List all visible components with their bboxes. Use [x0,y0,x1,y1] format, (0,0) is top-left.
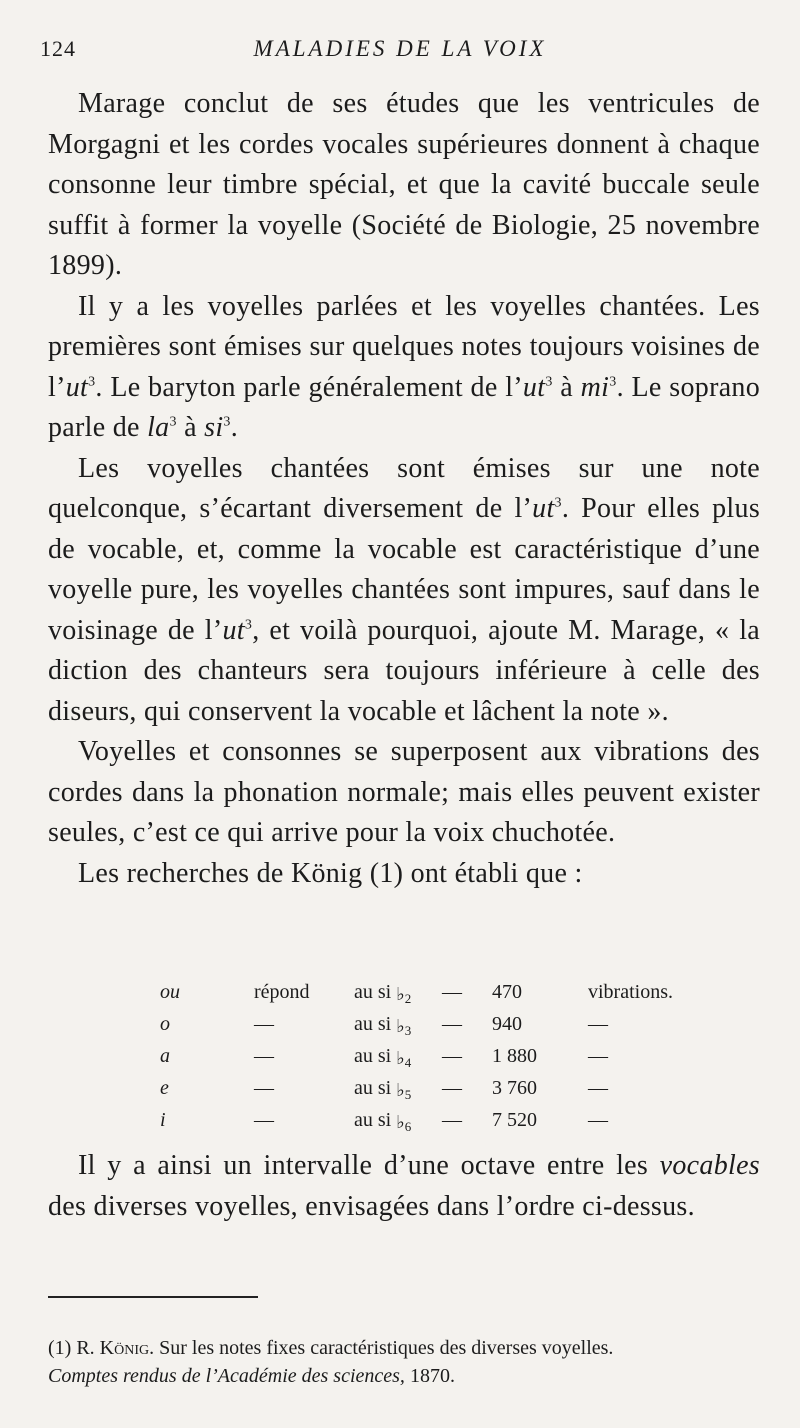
verb-cell: — [254,1109,274,1131]
note-cell: au si $♭_6$ [354,1104,442,1136]
flat-icon: ♭ [396,1016,405,1036]
dash-cell: — [442,1077,462,1099]
note-cell: au si $♭_5$ [354,1072,442,1104]
vowel-cell: e [160,1077,169,1099]
page-header [40,36,760,70]
verb-cell: — [254,1013,274,1035]
footnote-source: Comptes rendus de l’Académie des sciences, [48,1365,405,1387]
dash-cell: — [442,1045,462,1067]
vowel-cell: i [160,1109,166,1131]
dash-cell: — [442,1013,462,1035]
value-cell: 3 760 [492,1077,537,1099]
footnote-year: 1870. [409,1365,455,1387]
paragraph-konig-intro: Les recherches de König (1) ont établi que : [78,857,583,889]
flat-icon: ♭ [396,1080,405,1100]
unit-cell: — [588,1045,608,1067]
table-row [160,1040,708,1072]
vowel-frequency-table [160,976,708,1136]
footnote-author: R. König. [76,1337,155,1359]
table-row [160,1072,708,1104]
unit-cell: vibrations. [588,981,673,1003]
value-cell: 1 880 [492,1045,537,1067]
unit-cell: — [588,1077,608,1099]
table-row [160,976,708,1008]
flat-icon: ♭ [396,984,405,1004]
running-title: MALADIES DE LA VOIX [253,36,547,61]
body-text [48,84,760,894]
paragraph-spoken-sung-vowels: Il y a les voyelles parlées et les voyelles chantées. Les premières sont émises sur quelques notes toujours voisines de $l’ut^3$. Le baryton parle généralement de $l’ut^3$ à $mi^3$. Le soprano parle de $la^3$ à $si^3$. [48,290,761,443]
table-row [160,1104,708,1136]
paragraph-sung-vowels: Les voyelles chantées sont émises sur une note quelconque, s’écartant diversement de $l’ut^3$. Pour elles plus de vocable, et, comme la vocable est caractéristique d’une voyelle pure, les voyelles chantées sont impures, sauf dans le voisinage de $l’ut^3$, et voilà pourquoi, ajoute M. Marage, « la diction des chanteurs sera toujours inférieure à celle des diseurs, qui conservent la vocable et lâchent la note ». [48,452,761,727]
note-cell: au si $♭_2$ [354,976,442,1008]
paragraph-marage-conclusion: Marage conclut de ses études que les ventricules de Morgagni et les cordes vocales supérieures donnent à chaque consonne leur timbre spécial, et que la cavité buccale seule suffit à former la voyelle (Société de Biologie, 25 novembre 1899). [48,88,760,281]
page-number: 124 [40,36,76,61]
unit-cell: — [588,1013,608,1035]
footnote-line-2 [48,1362,768,1390]
value-cell: 470 [492,981,522,1003]
verb-cell: — [254,1045,274,1067]
value-cell: 940 [492,1013,522,1035]
flat-icon: ♭ [396,1048,405,1068]
footnote [48,1334,768,1390]
vowel-cell: o [160,1013,170,1035]
paragraph-whisper: Voyelles et consonnes se superposent aux vibrations des cordes dans la phonation normale; mais elles peuvent exister seules, c’est ce qui arrive pour la voix chuchotée. [48,736,760,848]
footnote-line-1: (1) R. König. Sur les notes fixes caractéristiques des diverses voyelles. [48,1337,614,1359]
footnote-divider [48,1296,258,1298]
verb-cell: répond [254,981,310,1003]
closing-paragraph: Il y a ainsi un intervalle d’une octave entre les vocables des diverses voyelles, envisagées dans l’ordre ci-dessus. [48,1150,760,1222]
table-row [160,1008,708,1040]
dash-cell: — [442,1109,462,1131]
note-cell: au si $♭_4$ [354,1040,442,1072]
unit-cell: — [588,1109,608,1131]
vowel-cell: a [160,1045,170,1067]
value-cell: 7 520 [492,1109,537,1131]
vowel-cell: ou [160,981,180,1003]
flat-icon: ♭ [396,1112,405,1132]
dash-cell: — [442,981,462,1003]
note-cell: au si $♭_3$ [354,1008,442,1040]
verb-cell: — [254,1077,274,1099]
